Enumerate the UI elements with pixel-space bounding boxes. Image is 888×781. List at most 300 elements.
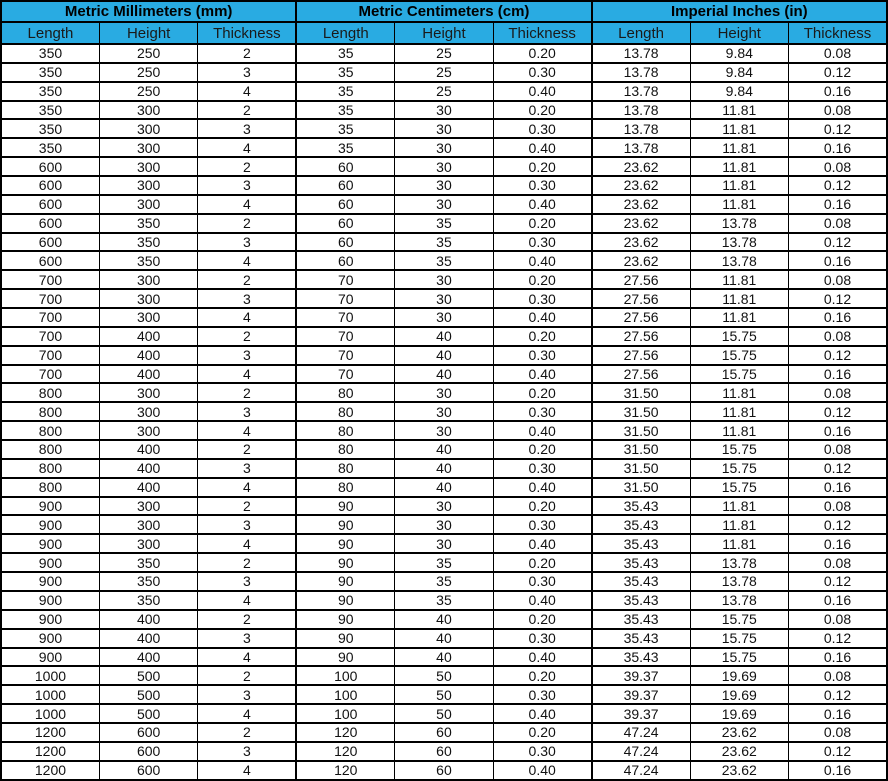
- table-cell: 350: [1, 119, 99, 138]
- table-cell: 13.78: [690, 572, 788, 591]
- table-cell: 350: [1, 63, 99, 82]
- table-cell: 35: [296, 63, 394, 82]
- table-cell: 80: [296, 478, 394, 497]
- table-body: [1, 44, 887, 780]
- table-cell: 300: [99, 515, 197, 534]
- table-cell: 0.12: [789, 742, 888, 761]
- table-cell: 700: [1, 365, 99, 384]
- table-cell: 600: [1, 251, 99, 270]
- table-cell: 9.84: [690, 63, 788, 82]
- table-cell: 35.43: [592, 553, 690, 572]
- table-cell: 90: [296, 553, 394, 572]
- table-cell: 13.78: [592, 138, 690, 157]
- table-row: [1, 346, 887, 365]
- table-cell: 9.84: [690, 44, 788, 63]
- table-cell: 40: [395, 346, 493, 365]
- table-cell: 500: [99, 666, 197, 685]
- table-cell: 0.12: [789, 289, 888, 308]
- table-cell: 70: [296, 365, 394, 384]
- table-cell: 35.43: [592, 610, 690, 629]
- section-header-row: [1, 1, 887, 22]
- table-cell: 0.08: [789, 327, 888, 346]
- table-cell: 70: [296, 270, 394, 289]
- table-cell: 35.43: [592, 515, 690, 534]
- table-cell: 0.30: [493, 233, 591, 252]
- table-cell: 80: [296, 402, 394, 421]
- table-cell: 400: [99, 478, 197, 497]
- table-cell: 2: [198, 214, 296, 233]
- table-cell: 120: [296, 761, 394, 780]
- table-cell: 4: [198, 648, 296, 667]
- table-row: [1, 138, 887, 157]
- table-cell: 4: [198, 82, 296, 101]
- table-cell: 300: [99, 138, 197, 157]
- col-header-mm-height: Height: [99, 22, 197, 44]
- table-cell: 11.81: [690, 289, 788, 308]
- table-cell: 250: [99, 82, 197, 101]
- table-row: [1, 383, 887, 402]
- table-cell: 19.69: [690, 666, 788, 685]
- table-cell: 27.56: [592, 365, 690, 384]
- table-cell: 600: [99, 723, 197, 742]
- table-cell: 27.56: [592, 308, 690, 327]
- table-row: [1, 685, 887, 704]
- table-cell: 11.81: [690, 195, 788, 214]
- table-cell: 0.20: [493, 101, 591, 120]
- table-row: [1, 402, 887, 421]
- table-cell: 47.24: [592, 761, 690, 780]
- table-cell: 400: [99, 610, 197, 629]
- table-cell: 400: [99, 327, 197, 346]
- table-cell: 40: [395, 327, 493, 346]
- table-cell: 700: [1, 308, 99, 327]
- table-cell: 35.43: [592, 591, 690, 610]
- table-row: [1, 440, 887, 459]
- table-cell: 11.81: [690, 402, 788, 421]
- table-cell: 1000: [1, 685, 99, 704]
- table-cell: 100: [296, 704, 394, 723]
- table-row: [1, 176, 887, 195]
- table-cell: 31.50: [592, 478, 690, 497]
- col-header-in-height: Height: [690, 22, 788, 44]
- table-cell: 40: [395, 440, 493, 459]
- table-cell: 0.12: [789, 176, 888, 195]
- table-row: [1, 704, 887, 723]
- table-cell: 800: [1, 421, 99, 440]
- table-cell: 0.12: [789, 402, 888, 421]
- table-cell: 31.50: [592, 421, 690, 440]
- table-cell: 600: [1, 214, 99, 233]
- table-cell: 30: [395, 515, 493, 534]
- table-cell: 4: [198, 138, 296, 157]
- table-row: [1, 308, 887, 327]
- table-cell: 4: [198, 308, 296, 327]
- table-cell: 100: [296, 666, 394, 685]
- table-cell: 1200: [1, 742, 99, 761]
- table-cell: 0.08: [789, 610, 888, 629]
- table-cell: 35.43: [592, 572, 690, 591]
- table-cell: 1200: [1, 723, 99, 742]
- section-title-metric-cm: Metric Centimeters (cm): [296, 1, 591, 22]
- table-row: [1, 233, 887, 252]
- table-cell: 80: [296, 421, 394, 440]
- table-row: [1, 195, 887, 214]
- table-cell: 35: [296, 101, 394, 120]
- table-cell: 4: [198, 591, 296, 610]
- table-cell: 4: [198, 365, 296, 384]
- table-cell: 3: [198, 119, 296, 138]
- table-cell: 2: [198, 270, 296, 289]
- table-cell: 120: [296, 742, 394, 761]
- table-cell: 30: [395, 270, 493, 289]
- table-row: [1, 742, 887, 761]
- table-cell: 3: [198, 176, 296, 195]
- table-cell: 40: [395, 629, 493, 648]
- table-cell: 0.16: [789, 421, 888, 440]
- table-row: [1, 119, 887, 138]
- table-cell: 600: [1, 176, 99, 195]
- table-cell: 900: [1, 629, 99, 648]
- table-cell: 35.43: [592, 629, 690, 648]
- table-cell: 0.40: [493, 421, 591, 440]
- table-cell: 27.56: [592, 346, 690, 365]
- table-cell: 70: [296, 327, 394, 346]
- table-cell: 35: [296, 44, 394, 63]
- table-cell: 0.08: [789, 440, 888, 459]
- col-header-cm-thickness: Thickness: [493, 22, 591, 44]
- col-header-mm-thickness: Thickness: [198, 22, 296, 44]
- table-cell: 90: [296, 515, 394, 534]
- table-cell: 40: [395, 648, 493, 667]
- table-cell: 40: [395, 365, 493, 384]
- table-cell: 0.20: [493, 497, 591, 516]
- table-cell: 50: [395, 685, 493, 704]
- table-cell: 0.20: [493, 666, 591, 685]
- table-cell: 0.16: [789, 534, 888, 553]
- col-header-cm-length: Length: [296, 22, 394, 44]
- table-cell: 0.08: [789, 723, 888, 742]
- table-cell: 350: [1, 138, 99, 157]
- table-cell: 0.30: [493, 572, 591, 591]
- table-cell: 0.12: [789, 459, 888, 478]
- table-cell: 23.62: [592, 214, 690, 233]
- table-cell: 0.30: [493, 685, 591, 704]
- table-cell: 0.08: [789, 383, 888, 402]
- table-cell: 30: [395, 402, 493, 421]
- table-cell: 400: [99, 365, 197, 384]
- table-cell: 0.16: [789, 478, 888, 497]
- table-cell: 23.62: [690, 742, 788, 761]
- table-cell: 0.40: [493, 478, 591, 497]
- table-cell: 300: [99, 421, 197, 440]
- table-cell: 0.08: [789, 553, 888, 572]
- table-cell: 600: [1, 157, 99, 176]
- table-cell: 900: [1, 553, 99, 572]
- table-cell: 500: [99, 704, 197, 723]
- table-cell: 0.30: [493, 629, 591, 648]
- table-cell: 31.50: [592, 402, 690, 421]
- table-cell: 15.75: [690, 365, 788, 384]
- table-row: [1, 82, 887, 101]
- table-cell: 300: [99, 289, 197, 308]
- table-cell: 0.12: [789, 515, 888, 534]
- table-cell: 0.30: [493, 346, 591, 365]
- table-cell: 0.08: [789, 270, 888, 289]
- table-cell: 300: [99, 176, 197, 195]
- table-cell: 300: [99, 119, 197, 138]
- table-row: [1, 327, 887, 346]
- table-cell: 800: [1, 478, 99, 497]
- table-cell: 2: [198, 157, 296, 176]
- table-cell: 3: [198, 685, 296, 704]
- table-cell: 500: [99, 685, 197, 704]
- table-cell: 39.37: [592, 685, 690, 704]
- table-cell: 3: [198, 289, 296, 308]
- table-cell: 47.24: [592, 742, 690, 761]
- table-cell: 30: [395, 195, 493, 214]
- table-cell: 350: [99, 553, 197, 572]
- table-cell: 0.16: [789, 195, 888, 214]
- table-cell: 40: [395, 478, 493, 497]
- table-row: [1, 365, 887, 384]
- table-cell: 13.78: [690, 233, 788, 252]
- table-cell: 39.37: [592, 704, 690, 723]
- table-cell: 31.50: [592, 459, 690, 478]
- table-cell: 0.40: [493, 308, 591, 327]
- table-cell: 15.75: [690, 629, 788, 648]
- table-cell: 0.16: [789, 761, 888, 780]
- table-cell: 4: [198, 534, 296, 553]
- table-cell: 0.30: [493, 402, 591, 421]
- table-cell: 30: [395, 119, 493, 138]
- table-cell: 400: [99, 346, 197, 365]
- table-row: [1, 648, 887, 667]
- table-cell: 90: [296, 497, 394, 516]
- table-cell: 2: [198, 327, 296, 346]
- table-cell: 1000: [1, 704, 99, 723]
- table-cell: 0.40: [493, 761, 591, 780]
- table-cell: 15.75: [690, 440, 788, 459]
- table-cell: 35: [395, 251, 493, 270]
- table-cell: 15.75: [690, 346, 788, 365]
- table-cell: 0.08: [789, 157, 888, 176]
- table-cell: 11.81: [690, 515, 788, 534]
- table-cell: 100: [296, 685, 394, 704]
- table-cell: 90: [296, 629, 394, 648]
- table-cell: 350: [99, 251, 197, 270]
- table-cell: 900: [1, 591, 99, 610]
- table-cell: 2: [198, 666, 296, 685]
- table-cell: 60: [296, 251, 394, 270]
- table-cell: 19.69: [690, 704, 788, 723]
- table-cell: 23.62: [690, 761, 788, 780]
- table-cell: 30: [395, 157, 493, 176]
- table-row: [1, 553, 887, 572]
- table-cell: 27.56: [592, 270, 690, 289]
- table-cell: 700: [1, 289, 99, 308]
- table-cell: 800: [1, 402, 99, 421]
- table-cell: 350: [99, 572, 197, 591]
- table-cell: 3: [198, 459, 296, 478]
- table-cell: 15.75: [690, 327, 788, 346]
- table-cell: 0.20: [493, 723, 591, 742]
- table-cell: 25: [395, 44, 493, 63]
- table-row: [1, 591, 887, 610]
- table-cell: 0.12: [789, 685, 888, 704]
- table-cell: 13.78: [592, 44, 690, 63]
- table-cell: 2: [198, 440, 296, 459]
- table-cell: 23.62: [592, 233, 690, 252]
- table-cell: 900: [1, 572, 99, 591]
- table-cell: 0.40: [493, 195, 591, 214]
- table-cell: 9.84: [690, 82, 788, 101]
- table-cell: 3: [198, 63, 296, 82]
- table-row: [1, 515, 887, 534]
- table-cell: 600: [99, 761, 197, 780]
- table-cell: 400: [99, 440, 197, 459]
- table-cell: 0.12: [789, 63, 888, 82]
- table-row: [1, 63, 887, 82]
- table-cell: 350: [99, 214, 197, 233]
- table-cell: 13.78: [592, 82, 690, 101]
- table-cell: 700: [1, 327, 99, 346]
- table-cell: 3: [198, 572, 296, 591]
- table-cell: 90: [296, 572, 394, 591]
- table-row: [1, 270, 887, 289]
- table-cell: 0.40: [493, 138, 591, 157]
- table-cell: 800: [1, 459, 99, 478]
- table-cell: 4: [198, 478, 296, 497]
- table-cell: 13.78: [592, 101, 690, 120]
- table-cell: 300: [99, 402, 197, 421]
- table-cell: 39.37: [592, 666, 690, 685]
- table-cell: 23.62: [592, 157, 690, 176]
- table-cell: 2: [198, 610, 296, 629]
- table-cell: 350: [1, 101, 99, 120]
- table-cell: 0.16: [789, 704, 888, 723]
- table-cell: 90: [296, 648, 394, 667]
- table-row: [1, 572, 887, 591]
- table-cell: 3: [198, 346, 296, 365]
- table-cell: 0.12: [789, 346, 888, 365]
- table-cell: 700: [1, 346, 99, 365]
- table-cell: 900: [1, 648, 99, 667]
- table-cell: 60: [296, 195, 394, 214]
- table-cell: 30: [395, 497, 493, 516]
- table-cell: 23.62: [592, 195, 690, 214]
- table-cell: 60: [296, 176, 394, 195]
- table-cell: 31.50: [592, 440, 690, 459]
- table-cell: 11.81: [690, 308, 788, 327]
- table-cell: 35.43: [592, 534, 690, 553]
- table-cell: 0.30: [493, 515, 591, 534]
- table-cell: 400: [99, 648, 197, 667]
- table-row: [1, 534, 887, 553]
- table-cell: 3: [198, 742, 296, 761]
- table-cell: 0.16: [789, 308, 888, 327]
- table-cell: 35: [395, 233, 493, 252]
- table-cell: 13.78: [690, 553, 788, 572]
- table-cell: 350: [1, 44, 99, 63]
- table-cell: 70: [296, 346, 394, 365]
- table-cell: 35.43: [592, 648, 690, 667]
- table-cell: 0.30: [493, 63, 591, 82]
- table-cell: 13.78: [690, 591, 788, 610]
- table-cell: 70: [296, 308, 394, 327]
- table-cell: 4: [198, 761, 296, 780]
- table-cell: 0.12: [789, 629, 888, 648]
- table-cell: 35: [395, 572, 493, 591]
- table-cell: 250: [99, 44, 197, 63]
- table-cell: 0.08: [789, 214, 888, 233]
- table-cell: 0.40: [493, 591, 591, 610]
- section-title-imperial-in: Imperial Inches (in): [592, 1, 887, 22]
- table-cell: 300: [99, 534, 197, 553]
- table-cell: 300: [99, 157, 197, 176]
- table-cell: 800: [1, 440, 99, 459]
- table-cell: 2: [198, 497, 296, 516]
- table-cell: 700: [1, 270, 99, 289]
- table-cell: 11.81: [690, 534, 788, 553]
- table-cell: 4: [198, 704, 296, 723]
- table-cell: 30: [395, 534, 493, 553]
- table-cell: 25: [395, 82, 493, 101]
- table-cell: 0.08: [789, 44, 888, 63]
- table-cell: 0.16: [789, 138, 888, 157]
- table-cell: 11.81: [690, 497, 788, 516]
- table-cell: 30: [395, 421, 493, 440]
- table-cell: 350: [99, 591, 197, 610]
- table-cell: 11.81: [690, 138, 788, 157]
- table-cell: 11.81: [690, 176, 788, 195]
- table-cell: 0.12: [789, 233, 888, 252]
- table-cell: 80: [296, 440, 394, 459]
- table-cell: 0.30: [493, 742, 591, 761]
- table-cell: 90: [296, 610, 394, 629]
- table-cell: 30: [395, 138, 493, 157]
- table-cell: 3: [198, 629, 296, 648]
- table-cell: 0.20: [493, 383, 591, 402]
- column-header-row: [1, 22, 887, 44]
- table-cell: 4: [198, 421, 296, 440]
- table-cell: 2: [198, 383, 296, 402]
- table-cell: 4: [198, 195, 296, 214]
- table-cell: 19.69: [690, 685, 788, 704]
- table-cell: 0.40: [493, 365, 591, 384]
- table-cell: 11.81: [690, 421, 788, 440]
- table-cell: 11.81: [690, 101, 788, 120]
- table-cell: 30: [395, 176, 493, 195]
- table-cell: 0.20: [493, 327, 591, 346]
- table-cell: 0.16: [789, 82, 888, 101]
- table-cell: 4: [198, 251, 296, 270]
- table-cell: 40: [395, 459, 493, 478]
- table-cell: 60: [296, 233, 394, 252]
- table-cell: 0.16: [789, 365, 888, 384]
- table-cell: 47.24: [592, 723, 690, 742]
- table-row: [1, 723, 887, 742]
- table-cell: 120: [296, 723, 394, 742]
- table-cell: 50: [395, 666, 493, 685]
- table-cell: 250: [99, 63, 197, 82]
- table-row: [1, 251, 887, 270]
- table-row: [1, 629, 887, 648]
- table-cell: 60: [296, 214, 394, 233]
- table-cell: 31.50: [592, 383, 690, 402]
- table-cell: 900: [1, 497, 99, 516]
- table-row: [1, 101, 887, 120]
- table-cell: 0.20: [493, 270, 591, 289]
